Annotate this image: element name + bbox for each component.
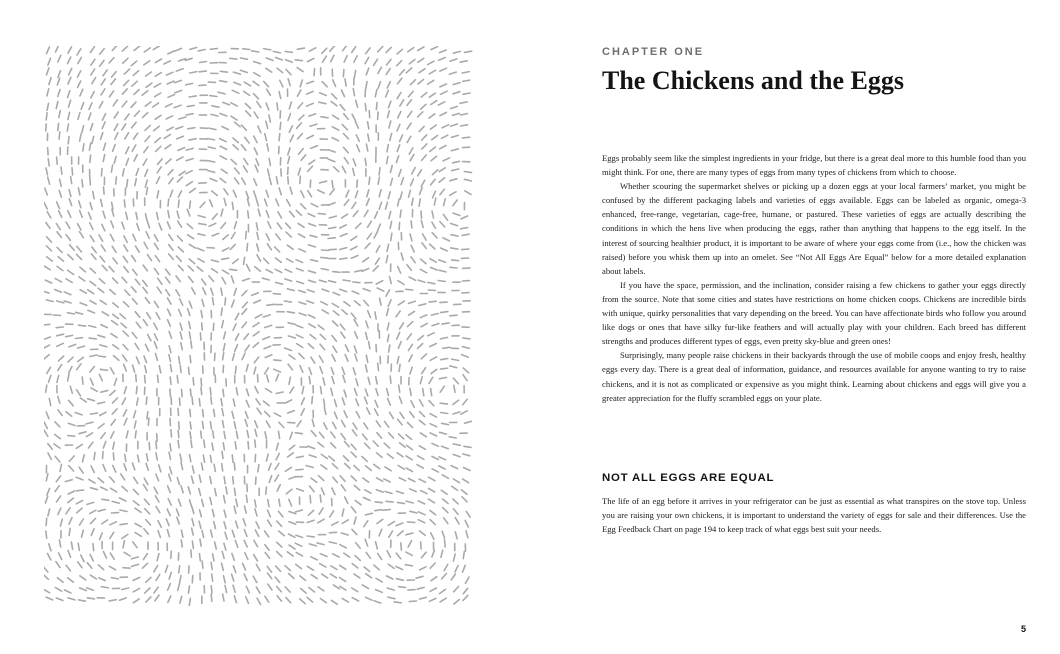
- page-number: 5: [1020, 624, 1026, 634]
- section-paragraph: The life of an egg before it arrives in your refrigerator can be just as essential as what transpires on the stove top. Unless you are raising your own chickens, it is important to understand the variety of eggs for sale and their differences. Use the Egg Feedback Chart on page 194 to keep track of what eggs best suit your needs.: [602, 496, 1026, 535]
- intro-paragraph: Eggs probably seem like the simplest ingredients in your fridge, but there is a great deal more to this humble food than you might think. For one, there are many types of eggs from many types of chickens from which to choose.: [602, 153, 1026, 178]
- chapter-label: CHAPTER ONE: [602, 46, 705, 58]
- intro-paragraph: Whether scouring the supermarket shelves or picking up a dozen eggs at your local farmers’ market, you might be confused by the different packaging labels and varieties of eggs available. Eggs can be labeled as organic, omega-3 enhanced, free-range, vegetarian, cage-free, humane, or pastured. These varieties of eggs are actually describing the conditions in which the hens live when producing the eggs, rather than anything that happens to the egg itself. In the interest of sourcing healthier product, it is important to be aware of where your eggs come from (i.e., how the chicken was raised) before you whisk them up into an omelet. See “Not All Eggs Are Equal” below for a more detailed explanation about labels.: [602, 181, 1026, 276]
- chapter-title: The Chickens and the Eggs: [602, 66, 904, 95]
- swirl-pattern-graphic: [44, 46, 476, 606]
- section-text: [602, 494, 1026, 536]
- intro-paragraph: Surprisingly, many people raise chickens in their backyards through the use of mobile coops and enjoy fresh, healthy eggs every day. There is a great deal of information, guidance, and resources available for anyone wanting to try to raise chickens, and it is not as complicated or expensive as you might think. Learning about chickens and eggs will give you a greater appreciation for the fluffy scrambled eggs on your plate.: [602, 350, 1026, 403]
- decorative-swirl-pattern: [44, 46, 476, 606]
- intro-paragraph: If you have the space, permission, and the inclination, consider raising a few chickens to gather your eggs directly from the source. Note that some cities and states have restrictions on home chicken coops. Chickens are incredible birds with unique, quirky personalities that vary depending on the breed. You can have affectionate birds who follow you around like dogs or ones that have silky fur-like feathers and will actually play with your children. Each breed has different strengths and produces different types of eggs, even pretty sky-blue and green ones!: [602, 279, 1026, 347]
- right-page: [602, 0, 1026, 654]
- section-heading: NOT ALL EGGS ARE EQUAL: [602, 472, 775, 484]
- intro-text: [602, 151, 1026, 405]
- swirl-dashes: [44, 46, 472, 606]
